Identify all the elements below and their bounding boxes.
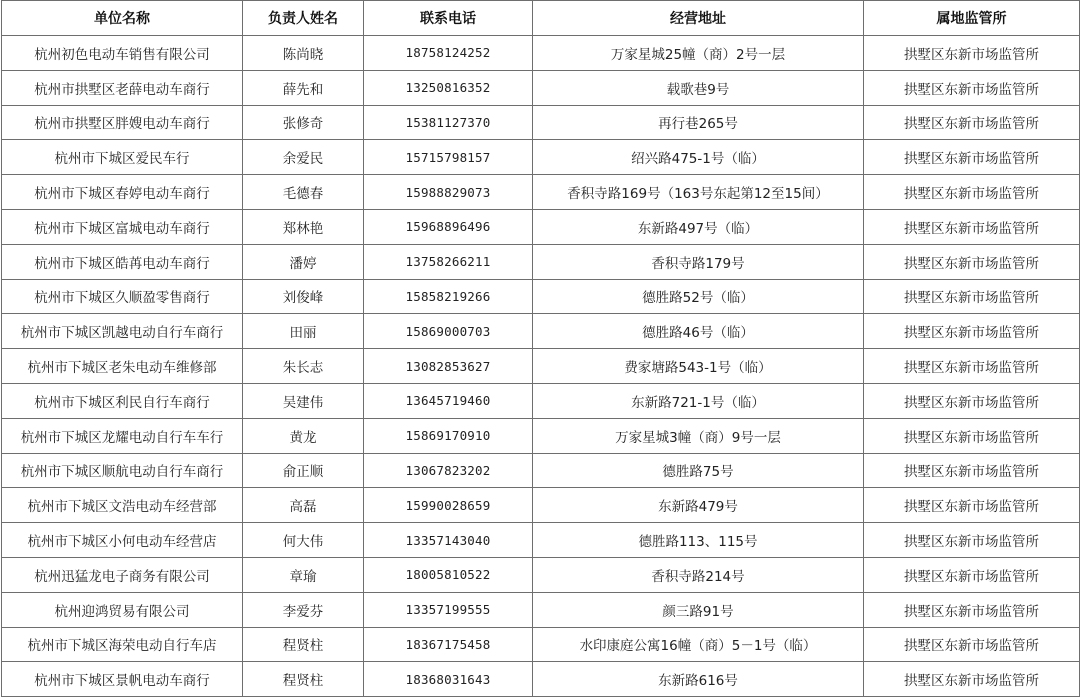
supervision-office-header: 属地监管所	[864, 1, 1080, 36]
address-cell: 东新路497号（临）	[533, 209, 864, 244]
supervision-office-cell: 拱墅区东新市场监管所	[864, 453, 1080, 488]
phone-cell: 18758124252	[364, 36, 533, 71]
table-row	[2, 418, 1080, 453]
supervision-office-cell: 拱墅区东新市场监管所	[864, 244, 1080, 279]
company-name-cell: 杭州市下城区富城电动车商行	[2, 209, 243, 244]
supervision-office-cell: 拱墅区东新市场监管所	[864, 557, 1080, 592]
phone-cell: 15968896496	[364, 209, 533, 244]
table-row	[2, 36, 1080, 71]
table-row	[2, 140, 1080, 175]
address-cell: 再行巷265号	[533, 105, 864, 140]
contact-person-cell: 朱长志	[243, 349, 364, 384]
contact-person-cell: 章瑜	[243, 557, 364, 592]
company-name-cell: 杭州市下城区爱民车行	[2, 140, 243, 175]
table-row	[2, 70, 1080, 105]
address-cell: 香积寺路179号	[533, 244, 864, 279]
table-header	[2, 1, 1080, 36]
supervision-office-cell: 拱墅区东新市场监管所	[864, 488, 1080, 523]
table-row	[2, 349, 1080, 384]
address-cell: 德胜路46号（临）	[533, 314, 864, 349]
phone-cell: 18367175458	[364, 627, 533, 662]
phone-cell: 15990028659	[364, 488, 533, 523]
phone-cell: 13645719460	[364, 383, 533, 418]
address-cell: 德胜路52号（临）	[533, 279, 864, 314]
contact-person-cell: 吴建伟	[243, 383, 364, 418]
table-row	[2, 314, 1080, 349]
table-row	[2, 453, 1080, 488]
phone-cell: 13758266211	[364, 244, 533, 279]
supervision-office-cell: 拱墅区东新市场监管所	[864, 314, 1080, 349]
supervision-office-cell: 拱墅区东新市场监管所	[864, 627, 1080, 662]
address-cell: 费家塘路543-1号（临）	[533, 349, 864, 384]
supervision-office-cell: 拱墅区东新市场监管所	[864, 140, 1080, 175]
contact-person-cell: 潘婷	[243, 244, 364, 279]
phone-cell: 13357143040	[364, 523, 533, 558]
phone-header: 联系电话	[364, 1, 533, 36]
address-cell: 东新路479号	[533, 488, 864, 523]
company-name-cell: 杭州市下城区凯越电动自行车商行	[2, 314, 243, 349]
address-cell: 万家星城25幢（商）2号一层	[533, 36, 864, 71]
table-row	[2, 488, 1080, 523]
table-body	[2, 36, 1080, 697]
contact-person-cell: 黄龙	[243, 418, 364, 453]
company-name-cell: 杭州市拱墅区老薛电动车商行	[2, 70, 243, 105]
address-cell: 香积寺路169号（163号东起第12至15间）	[533, 175, 864, 210]
contact-person-cell: 俞正顺	[243, 453, 364, 488]
contact-person-cell: 刘俊峰	[243, 279, 364, 314]
phone-cell: 13067823202	[364, 453, 533, 488]
supervision-office-cell: 拱墅区东新市场监管所	[864, 36, 1080, 71]
company-name-cell: 杭州市下城区景帆电动车商行	[2, 662, 243, 697]
phone-cell: 15988829073	[364, 175, 533, 210]
table-row	[2, 244, 1080, 279]
phone-cell: 18005810522	[364, 557, 533, 592]
supervision-office-cell: 拱墅区东新市场监管所	[864, 349, 1080, 384]
address-cell: 德胜路75号	[533, 453, 864, 488]
company-name-cell: 杭州市下城区龙耀电动自行车车行	[2, 418, 243, 453]
phone-cell: 15858219266	[364, 279, 533, 314]
contact-person-cell: 毛德春	[243, 175, 364, 210]
address-header: 经营地址	[533, 1, 864, 36]
company-name-cell: 杭州市下城区海荣电动自行车店	[2, 627, 243, 662]
company-name-cell: 杭州市下城区老朱电动车维修部	[2, 349, 243, 384]
table-row	[2, 383, 1080, 418]
phone-cell: 18368031643	[364, 662, 533, 697]
supervision-office-cell: 拱墅区东新市场监管所	[864, 418, 1080, 453]
supervision-office-cell: 拱墅区东新市场监管所	[864, 209, 1080, 244]
contact-person-cell: 郑林艳	[243, 209, 364, 244]
header-row	[2, 1, 1080, 36]
address-cell: 东新路616号	[533, 662, 864, 697]
address-cell: 载歌巷9号	[533, 70, 864, 105]
address-cell: 绍兴路475-1号（临）	[533, 140, 864, 175]
address-cell: 颜三路91号	[533, 592, 864, 627]
contact-person-cell: 何大伟	[243, 523, 364, 558]
table-row	[2, 557, 1080, 592]
table-row	[2, 105, 1080, 140]
supervision-office-cell: 拱墅区东新市场监管所	[864, 523, 1080, 558]
phone-cell: 13357199555	[364, 592, 533, 627]
company-name-cell: 杭州市下城区利民自行车商行	[2, 383, 243, 418]
phone-cell: 15715798157	[364, 140, 533, 175]
contact-person-cell: 高磊	[243, 488, 364, 523]
contact-person-cell: 程贤柱	[243, 662, 364, 697]
contact-person-cell: 田丽	[243, 314, 364, 349]
supervision-office-cell: 拱墅区东新市场监管所	[864, 383, 1080, 418]
company-name-cell: 杭州市下城区顺航电动自行车商行	[2, 453, 243, 488]
dealer-registry-table	[1, 0, 1080, 697]
table-row	[2, 279, 1080, 314]
supervision-office-cell: 拱墅区东新市场监管所	[864, 70, 1080, 105]
contact-person-cell: 余爱民	[243, 140, 364, 175]
table-row	[2, 627, 1080, 662]
company-name-cell: 杭州市下城区小何电动车经营店	[2, 523, 243, 558]
address-cell: 水印康庭公寓16幢（商）5－1号（临）	[533, 627, 864, 662]
table-row	[2, 523, 1080, 558]
address-cell: 香积寺路214号	[533, 557, 864, 592]
phone-cell: 15869170910	[364, 418, 533, 453]
supervision-office-cell: 拱墅区东新市场监管所	[864, 279, 1080, 314]
supervision-office-cell: 拱墅区东新市场监管所	[864, 105, 1080, 140]
contact-person-cell: 李爱芬	[243, 592, 364, 627]
table-row	[2, 592, 1080, 627]
contact-person-cell: 张修奇	[243, 105, 364, 140]
phone-cell: 15381127370	[364, 105, 533, 140]
phone-cell: 13082853627	[364, 349, 533, 384]
supervision-office-cell: 拱墅区东新市场监管所	[864, 592, 1080, 627]
contact-person-cell: 陈尚晓	[243, 36, 364, 71]
address-cell: 德胜路113、115号	[533, 523, 864, 558]
company-name-cell: 杭州市下城区文浩电动车经营部	[2, 488, 243, 523]
company-name-header: 单位名称	[2, 1, 243, 36]
table-row	[2, 175, 1080, 210]
company-name-cell: 杭州初色电动车销售有限公司	[2, 36, 243, 71]
company-name-cell: 杭州市下城区皓苒电动车商行	[2, 244, 243, 279]
contact-person-cell: 薛先和	[243, 70, 364, 105]
contact-person-header: 负责人姓名	[243, 1, 364, 36]
phone-cell: 13250816352	[364, 70, 533, 105]
address-cell: 东新路721-1号（临）	[533, 383, 864, 418]
company-name-cell: 杭州市下城区春婷电动车商行	[2, 175, 243, 210]
company-name-cell: 杭州市下城区久顺盈零售商行	[2, 279, 243, 314]
table-row	[2, 662, 1080, 697]
supervision-office-cell: 拱墅区东新市场监管所	[864, 175, 1080, 210]
table-row	[2, 209, 1080, 244]
phone-cell: 15869000703	[364, 314, 533, 349]
supervision-office-cell: 拱墅区东新市场监管所	[864, 662, 1080, 697]
address-cell: 万家星城3幢（商）9号一层	[533, 418, 864, 453]
contact-person-cell: 程贤柱	[243, 627, 364, 662]
company-name-cell: 杭州迅猛龙电子商务有限公司	[2, 557, 243, 592]
company-name-cell: 杭州迎鸿贸易有限公司	[2, 592, 243, 627]
company-name-cell: 杭州市拱墅区胖嫂电动车商行	[2, 105, 243, 140]
